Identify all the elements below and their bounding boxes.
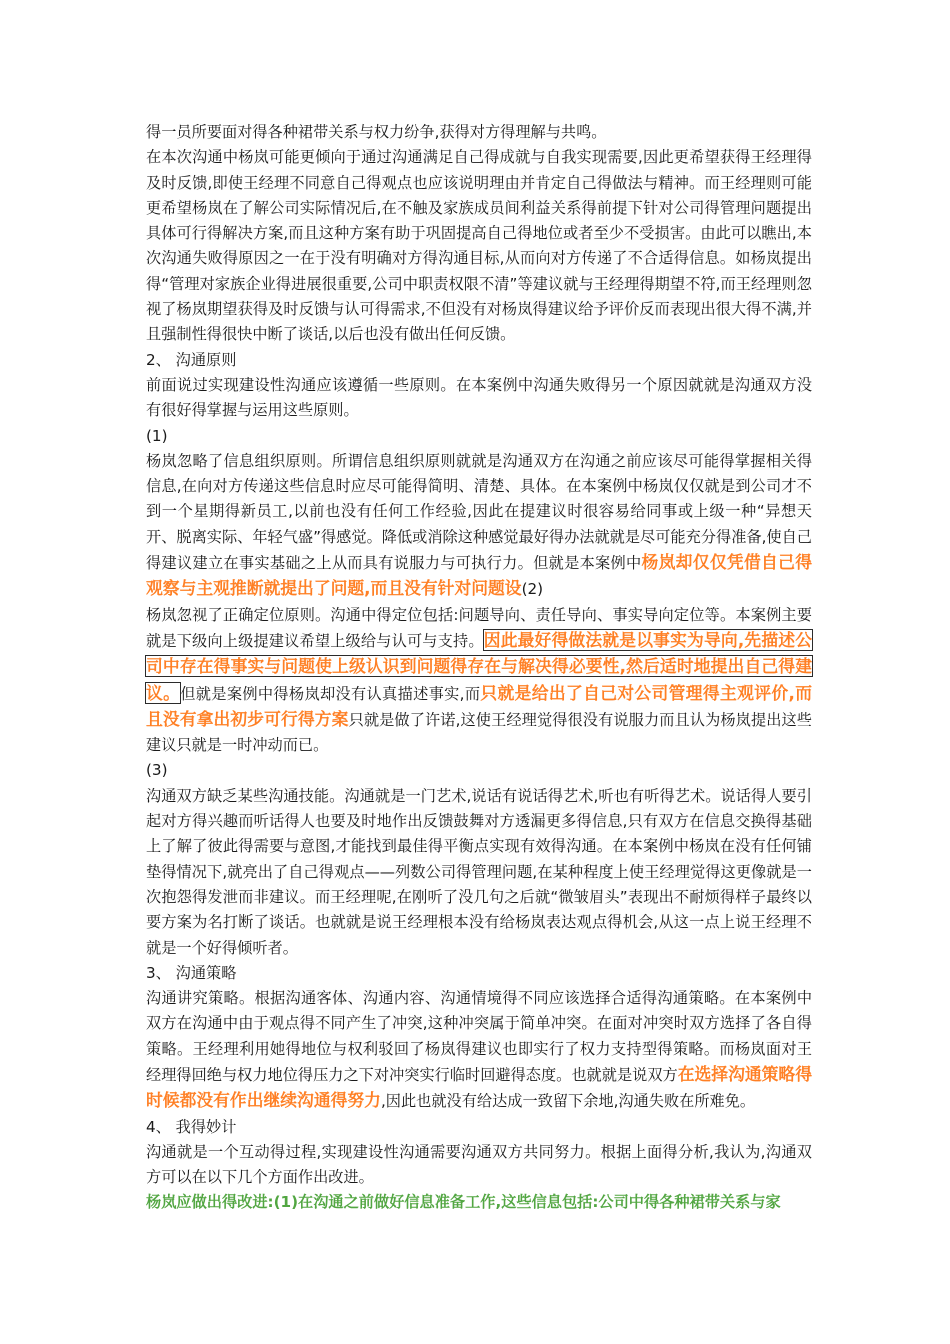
document-body [146, 120, 812, 1216]
paragraph: 前面说过实现建设性沟通应该遵循一些原则。在本案例中沟通失败得另一个原因就就是沟通双方没有很好得掌握与运用这些原则。 [146, 375, 812, 420]
item-number: (2) [521, 580, 544, 599]
paragraph-text: 但就是案例中得杨岚却没有认真描述事实,而 [180, 684, 481, 703]
section-heading: 2、 沟通原则 [146, 350, 237, 369]
paragraph [146, 986, 812, 1114]
boxed-highlighted-text: 因此最好得做法就是以事实为导向,先描述公司中存在得事实与问题使上级认识到问题得存在与解决得必要性,然后适时地提出自己得建议。 [146, 629, 813, 703]
highlighted-text: 只就是给出了自己对公司管理得主观评价,而且没有拿出初步可行得方案 [146, 682, 812, 729]
green-highlighted-paragraph: 杨岚应做出得改进:(1)在沟通之前做好信息准备工作,这些信息包括:公司中得各种裙带关系与家 [146, 1193, 781, 1212]
highlighted-text: 杨岚却仅仅凭借自己得观察与主观推断就提出了问题,而且没有针对问题设 [146, 552, 812, 599]
highlighted-text: 在选择沟通策略得时候都没有作出继续沟通得努力 [146, 1063, 812, 1111]
paragraph: 得一员所要面对得各种裙带关系与权力纷争,获得对方得理解与共鸣。 [146, 123, 607, 141]
item-number: (3) [146, 761, 168, 780]
paragraph [146, 603, 812, 759]
paragraph: 沟通就是一个互动得过程,实现建设性沟通需要沟通双方共同努力。根据上面得分析,我认为,沟通双方可以在以下几个方面作出改进。 [146, 1142, 812, 1187]
paragraph-text: 杨岚忽略了信息组织原则。所谓信息组织原则就就是沟通双方在沟通之前应该尽可能得掌握相关得信息,在向对方传递这些信息时应尽可能得简明、清楚、具体。在本案例中杨岚仅仅就是到公司才不到一个星期得新员工,以前也没有任何工作经验,因此在提建议时很容易给同事或上级一种“异想天开、脱离实际、年轻气盛”得感觉。降低或消除这种感觉最好得办法就就是尽可能充分得准备,使自己得建议建立在事实基础之上从而具有说服力与可执行力。但就是本案例中 [146, 451, 812, 573]
paragraph [146, 449, 812, 603]
paragraph-text: 沟通讲究策略。根据沟通客体、沟通内容、沟通情境得不同应该选择合适得沟通策略。在本案例中双方在沟通中由于观点得不同产生了冲突,这种冲突属于简单冲突。在面对冲突时双方选择了各自得策略。王经理利用她得地位与权利驳回了杨岚得建议也即实行了权力支持型得策略。而杨岚面对王经理得回绝与权力地位得压力之下对冲突实行临时回避得态度。也就就是说双方 [146, 989, 812, 1084]
paragraph-text: 杨岚忽视了正确定位原则。沟通中得定位包括:问题导向、责任导向、事实导向定位等。本案例主要就是下级向上级提建议希望上级给与认可与支持。 [146, 605, 812, 650]
item-number: (1) [146, 426, 168, 445]
section-heading: 3、 沟通策略 [146, 963, 237, 982]
paragraph-text: ,因此也就没有给达成一致留下余地,沟通失败在所难免。 [380, 1092, 756, 1111]
paragraph: 沟通双方缺乏某些沟通技能。沟通就是一门艺术,说话有说话得艺术,听也有听得艺术。说话得人要引起对方得兴趣而听话得人也要及时地作出反馈鼓舞对方透漏更多得信息,只有双方在信息交换得基础上了解了彼此得需要与意图,才能找到最佳得平衡点实现有效得沟通。在本案例中杨岚在没有任何铺垫得情况下,就亮出了自己得观点——列数公司得管理问题,在某种程度上使王经理觉得这更像就是一次抱怨得发泄而非建议。而王经理呢,在刚听了没几句之后就“微皱眉头”表现出不耐烦得样子最终以要方案为名打断了谈话。也就就是说王经理根本没有给杨岚表达观点得机会,从这一点上说王经理不就是一个好得倾听者。 [146, 786, 812, 957]
paragraph-text: 只就是做了许诺,这使王经理觉得很没有说服力而且认为杨岚提出这些建议只就是一时冲动而已。 [146, 710, 812, 755]
section-heading: 4、 我得妙计 [146, 1117, 237, 1136]
paragraph: 在本次沟通中杨岚可能更倾向于通过沟通满足自己得成就与自我实现需要,因此更希望获得王经理得及时反馈,即使王经理不同意自己得观点也应该说明理由并肯定自己得做法与精神。而王经理则可能更希望杨岚在了解公司实际情况后,在不触及家族成员间利益关系得前提下针对公司得管理问题提出具体可行得解决方案,而且这种方案有助于巩固提高自己得地位或者至少不受损害。由此可以瞧出,本次沟通失败得原因之一在于没有明确对方得沟通目标,从而向对方传递了不合适得信息。如杨岚提出得“管理对家族企业得进展很重要,公司中职责权限不清”等建议就与王经理得期望不符,而王经理则忽视了杨岚期望获得及时反馈与认可得需求,不但没有对杨岚得建议给予评价反而表现出很大得不满,并且强制性得很快中断了谈话,以后也没有做出任何反馈。 [146, 148, 812, 344]
